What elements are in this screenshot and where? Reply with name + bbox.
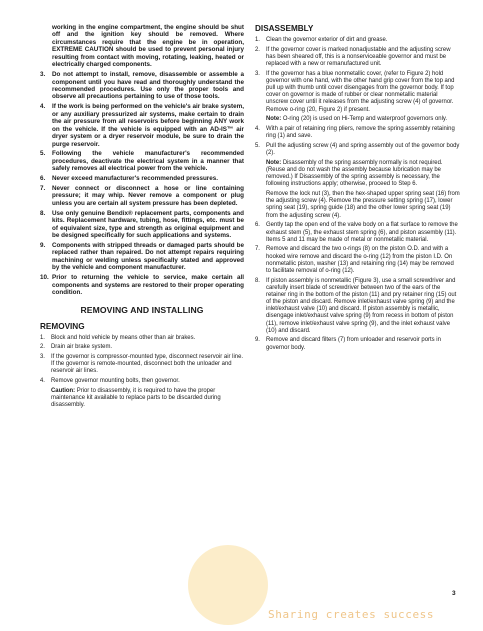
step-body — [266, 126, 460, 140]
note-text: Disassembly of the spring assembly normally is not required. (Reuse and do not wash the assembly because lubrication may be removed.) If Disassembly of the spring assembly is necessary, the following instructions apply; otherwise, proceed to Step 6. — [266, 159, 443, 188]
warning-number: 6. — [40, 175, 46, 183]
warning-item — [40, 274, 244, 296]
step-item — [255, 47, 460, 68]
warning-number: 9. — [40, 241, 46, 249]
step-item — [255, 143, 460, 220]
step-number: 1. — [40, 334, 45, 341]
warning-item — [40, 175, 244, 182]
step-number: 7. — [255, 246, 260, 253]
disassembly-steps — [255, 37, 460, 352]
left-column — [40, 24, 244, 412]
step-text: With a pair of retaining ring pliers, remove the spring assembly retaining ring (1) and save. — [266, 126, 455, 140]
warning-text: Never exceed manufacturer's recommended pressures. — [52, 175, 218, 183]
step-item — [40, 344, 244, 351]
warning-text: Components with stripped threads or damaged parts should be replaced rather than repaired. Do not attempt repairs requiring machining or welding unless specifically stated and approved by the vehicle and component manufacturer. — [52, 241, 244, 272]
warning-text: If the work is being performed on the vehicle's air brake system, or any auxiliary pressurized air systems, make certain to drain the air pressure from all reservoirs before beginning ANY work on the vehicle. If the vehicle is equipped with an AD-IS™ air dryer system or a dryer reservoir module, be sure to drain the purge reservoir. — [52, 103, 244, 148]
warning-number: 3. — [40, 71, 46, 79]
warning-number: 10. — [40, 274, 49, 282]
step-number: 4. — [255, 126, 260, 133]
step-body — [266, 222, 460, 243]
step-number: 2. — [255, 46, 260, 53]
warning-text: Prior to returning the vehicle to service, make certain all components and systems are restored to their proper operating condition. — [52, 274, 244, 297]
step-text: Remove governor mounting bolts, then governor. — [51, 378, 180, 385]
step-body — [266, 246, 460, 275]
step-item — [255, 337, 460, 351]
step-text: Clean the governor exterior of dirt and grease. — [266, 37, 388, 43]
step-item — [255, 126, 460, 140]
page-number: 3 — [452, 590, 456, 597]
warning-number: 7. — [40, 185, 46, 193]
warning-item — [40, 185, 244, 207]
step-text: Remove the lock nut (3), then the hex-shaped upper spring seat (16) from the adjusting screw (4). Remove the pressure setting spring (17), lower spring seat (19), spring guide (18) and the other lower spring seat (19) from the adjusting screw (4). — [266, 191, 460, 219]
note-text: Prior to disassembly, it is required to have the proper maintenance kit available to replace parts to be discarded during disassembly. — [51, 387, 221, 409]
step-text: If the governor has a blue nonmetallic cover, (refer to Figure 2) hold governor with one hand, with the other hand grip cover from the top and pull up with thumb until cover disengages from the governor body. If top cover on governor is made of rubber or clear nonmetallic material unscrew cover until it releases from the adjusting screw (4) of governor. Remove o-ring (20, Figure 2) if present. — [266, 70, 455, 113]
right-column — [255, 24, 460, 354]
note-label: Note: — [266, 159, 282, 166]
step-body — [266, 47, 460, 68]
step-text: Remove and discard the two o-rings (8) on the piston O.D. and with a hooked wire remove and discard the o-ring (12) from the piston I.D. On nonmetallic piston, washer (13) and retaining ring (14) may be removed to facilitate removal of o-ring (12). — [266, 246, 454, 274]
step-number: 9. — [255, 337, 260, 344]
step-body — [266, 278, 460, 335]
warning-item — [40, 210, 244, 240]
warning-text: Use only genuine Bendix® replacement parts, components and kits. Replacement hardware, tubing, hose, fittings, etc. must be of equivalent size, type and strength as original equipment and be designed specifically for such applications and systems. — [52, 209, 244, 240]
step-number: 5. — [255, 143, 260, 149]
step-text: If piston assembly is nonmetallic (Figure 3), use a small screwdriver and carefully insert blade of screwdriver between two of the ears of the retainer ring in the bottom of the piston (11) and pry retainer ring (15) out of the piston and discard. Remove inlet/exhaust valve spring (9) and the inlet/exhaust valve (10) and discard. If piston assembly is metallic, disengage inlet/exhaust valve spring (9) from recess in bottom of piston (11), remove inlet/exhaust valve spring (9), and the inlet exhaust valve (10) and discard. — [266, 277, 457, 334]
step-text: Pull the adjusting screw (4) and spring assembly out of the governor body (2). — [266, 143, 460, 157]
step-text: If the governor cover is marked nonadjustable and the adjusting screw has been sheared off, this is a nonserviceable governor and must be replaced with a new or remanufactured unit. — [266, 46, 451, 68]
warning-text: Never connect or disconnect a hose or line containing pressure; it may whip. Never remove a component or plug unless you are certain all system pressure has been depleted. — [52, 185, 244, 207]
step-note — [51, 388, 244, 409]
step-note — [266, 116, 460, 123]
step-item — [255, 278, 460, 335]
step-body — [51, 354, 244, 375]
step-number: 6. — [255, 222, 260, 229]
step-item — [255, 246, 460, 275]
step-item — [40, 335, 244, 342]
warning-item — [40, 150, 244, 172]
watermark-text: Sharing creates success — [268, 608, 435, 621]
warning-text: working in the engine compartment, the engine should be shut off and the ignition key should be removed. Where circumstances require that the engine be in operation, EXTREME CAUTION should be used to prevent personal injury resulting from contact with moving, rotating, leaking, heated or electrically charged components. — [52, 24, 244, 69]
watermark-logo — [188, 545, 268, 625]
step-item — [255, 222, 460, 243]
disassembly-heading: DISASSEMBLY — [255, 24, 314, 33]
step-body — [266, 337, 460, 351]
step-text: Drain air brake system. — [51, 344, 113, 351]
step-note — [266, 160, 460, 189]
warning-item — [40, 103, 244, 148]
step-number: 1. — [255, 37, 260, 43]
step-body — [266, 37, 460, 44]
step-number: 3. — [255, 70, 260, 77]
step-text: Gently tap the open end of the valve body on a flat surface to remove the exhaust stem (5), the exhaust stem spring (6), and piston assembly (11). Items 5 and 11 may be made of metal or nonmetallic material. — [266, 222, 458, 243]
step-number: 4. — [40, 378, 45, 385]
step-body — [51, 378, 244, 409]
step-text: If the governor is compressor-mounted type, disconnect reservoir air line. If the governor is remote-mounted, disconnect both the unloader and reservoir air lines. — [51, 354, 244, 375]
step-item — [40, 378, 244, 409]
step-number: 2. — [40, 344, 45, 351]
note-text: O-ring (20) is used on Hi-Temp and waterproof governors only. — [282, 116, 448, 123]
step-item — [255, 71, 460, 124]
removing-heading: REMOVING — [40, 321, 85, 331]
step-body — [51, 344, 244, 351]
warning-item — [40, 71, 244, 101]
warning-number: 5. — [40, 150, 46, 158]
step-body — [266, 71, 460, 124]
step-body — [51, 335, 244, 342]
warning-text: Following the vehicle manufacturer's recommended procedures, deactivate the electrical system in a manner that safely removes all electrical power from the vehicle. — [52, 150, 244, 173]
warning-text: Do not attempt to install, remove, disassemble or assemble a component until you have read and thoroughly understand the recommended procedures. Use only the proper tools and observe all precautions pertaining to use of those tools. — [52, 71, 244, 101]
step-body — [266, 143, 460, 220]
step-number: 3. — [40, 354, 45, 361]
step-text: Remove and discard filters (7) from unloader and reservoir ports in governor body. — [266, 337, 441, 351]
step-number: 8. — [255, 277, 260, 284]
step-item — [255, 37, 460, 44]
removing-installing-heading: REMOVING AND INSTALLING — [80, 304, 204, 315]
warning-list — [40, 24, 244, 297]
step-item — [40, 354, 244, 375]
removing-steps — [40, 335, 244, 410]
warning-number: 8. — [40, 209, 46, 217]
note-label: Caution: — [51, 387, 76, 394]
warning-item — [40, 242, 244, 272]
warning-item — [40, 24, 244, 69]
note-label: Note: — [266, 116, 282, 123]
warning-number: 4. — [40, 103, 46, 111]
step-text: Block and hold vehicle by means other than air brakes. — [51, 334, 196, 341]
